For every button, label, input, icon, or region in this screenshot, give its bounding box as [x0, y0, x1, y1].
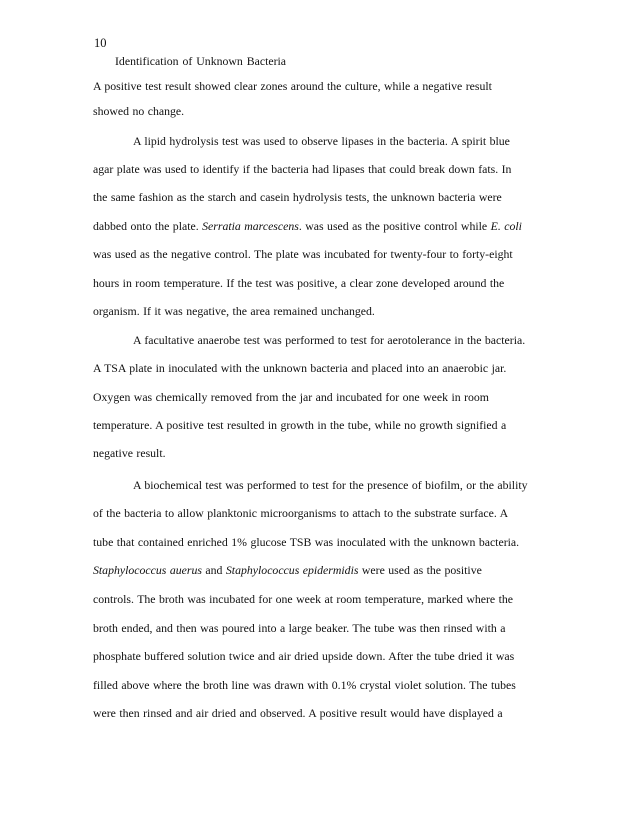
paragraph-anaerobe-start: A facultative anaerobe test was performed to test for aerotolerance in the bacteria.	[133, 333, 526, 347]
text-line: phosphate buffered solution twice and air dried upside down. After the tube dried it was	[93, 649, 515, 663]
paragraph-lipid-start: A lipid hydrolysis test was used to observe lipases in the bacteria. A spirit blue	[133, 134, 510, 148]
text-run: dabbed onto the plate.	[93, 219, 199, 233]
text-line: organism. If it was negative, the area remained unchanged.	[93, 304, 375, 318]
organism-name: Serratia marcescens	[202, 219, 299, 233]
text-line: were then rinsed and air dried and observed. A positive result would have displayed a	[93, 706, 503, 720]
organism-name: E. coli	[490, 219, 522, 233]
text-line: filled above where the broth line was drawn with 0.1% crystal violet solution. The tubes	[93, 678, 516, 692]
running-title: Identification of Unknown Bacteria	[115, 54, 287, 68]
text-line: agar plate was used to identify if the bacteria had lipases that could break down fats. In	[93, 162, 512, 176]
text-run: . was used as the positive control while	[298, 219, 488, 233]
paragraph-biofilm-start: A biochemical test was performed to test for the presence of biofilm, or the ability	[133, 478, 528, 492]
text-line: controls. The broth was incubated for one week at room temperature, marked where the	[93, 592, 514, 606]
text-run: were used as the positive	[361, 563, 482, 577]
text-line: negative result.	[93, 446, 166, 460]
organism-name: Staphylococcus auerus	[93, 563, 202, 577]
text-line: tube that contained enriched 1% glucose TSB was inoculated with the unknown bacteria.	[93, 535, 520, 549]
text-line	[93, 219, 522, 233]
text-line: hours in room temperature. If the test was positive, a clear zone developed around the	[93, 276, 505, 290]
text-line: the same fashion as the starch and casein hydrolysis tests, the unknown bacteria were	[93, 190, 502, 204]
text-line: of the bacteria to allow planktonic microorganisms to attach to the substrate surface. A	[93, 506, 509, 520]
text-line: A TSA plate in inoculated with the unknown bacteria and placed into an anaerobic jar.	[93, 361, 507, 375]
text-line: Oxygen was chemically removed from the jar and incubated for one week in room	[93, 390, 489, 404]
page-number: 10	[94, 36, 107, 50]
text-line: was used as the negative control. The plate was incubated for twenty-four to forty-eight	[93, 247, 513, 261]
text-line: broth ended, and then was poured into a large beaker. The tube was then rinsed with a	[93, 621, 506, 635]
organism-name: Staphylococcus epidermidis	[225, 563, 359, 577]
text-line: showed no change.	[93, 104, 185, 118]
text-line	[93, 563, 482, 577]
text-line: A positive test result showed clear zones around the culture, while a negative result	[93, 79, 492, 93]
text-run: and	[205, 563, 223, 577]
text-line: temperature. A positive test resulted in growth in the tube, while no growth signified a	[93, 418, 507, 432]
